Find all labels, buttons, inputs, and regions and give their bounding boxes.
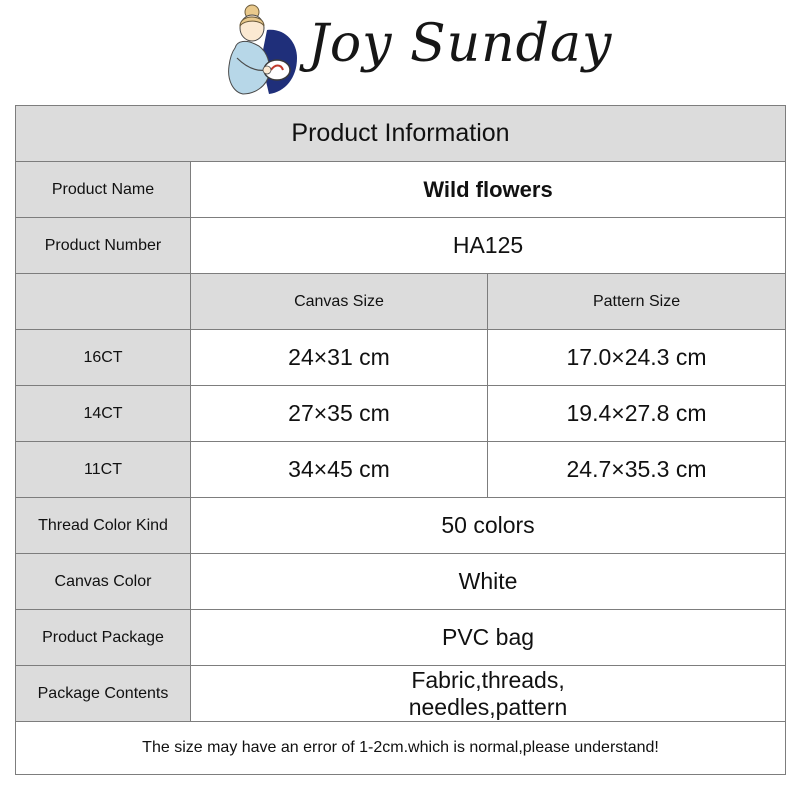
canvas-color-row — [16, 554, 786, 610]
canvas-size-header: Canvas Size — [191, 274, 488, 330]
product-package-label: Product Package — [16, 610, 191, 666]
stitch-count-label: 11CT — [16, 442, 191, 498]
note-row — [16, 722, 786, 775]
product-number-label: Product Number — [16, 218, 191, 274]
stitch-count-label: 16CT — [16, 330, 191, 386]
product-package-value: PVC bag — [191, 610, 786, 666]
package-contents-row — [16, 666, 786, 722]
product-name-row — [16, 162, 786, 218]
size-row-11ct — [16, 442, 786, 498]
brand-logo — [215, 0, 615, 100]
table-title: Product Information — [16, 106, 786, 162]
stitch-count-label: 14CT — [16, 386, 191, 442]
size-header-blank — [16, 274, 191, 330]
pattern-size-value: 17.0×24.3 cm — [488, 330, 786, 386]
package-contents-label: Package Contents — [16, 666, 191, 722]
product-name-value: Wild flowers — [191, 162, 786, 218]
pattern-size-value: 19.4×27.8 cm — [488, 386, 786, 442]
package-contents-value — [191, 666, 786, 722]
product-name-label: Product Name — [16, 162, 191, 218]
thread-color-label: Thread Color Kind — [16, 498, 191, 554]
canvas-size-value: 34×45 cm — [191, 442, 488, 498]
size-row-14ct — [16, 386, 786, 442]
thread-color-row — [16, 498, 786, 554]
size-error-note: The size may have an error of 1-2cm.which is normal,please understand! — [16, 722, 786, 775]
embroidering-woman-icon — [215, 0, 305, 100]
table-title-row — [16, 106, 786, 162]
product-package-row — [16, 610, 786, 666]
pattern-size-value: 24.7×35.3 cm — [488, 442, 786, 498]
size-row-16ct — [16, 330, 786, 386]
size-header-row — [16, 274, 786, 330]
brand-name: Joy Sunday — [308, 14, 613, 74]
thread-color-value: 50 colors — [191, 498, 786, 554]
product-info-table — [15, 105, 786, 775]
canvas-size-value: 27×35 cm — [191, 386, 488, 442]
canvas-size-value: 24×31 cm — [191, 330, 488, 386]
package-contents-line-1: Fabric,threads, — [411, 666, 565, 693]
product-number-value: HA125 — [191, 218, 786, 274]
package-contents-line-2: needles,pattern — [408, 693, 568, 720]
product-number-row — [16, 218, 786, 274]
canvas-color-label: Canvas Color — [16, 554, 191, 610]
pattern-size-header: Pattern Size — [488, 274, 786, 330]
canvas-color-value: White — [191, 554, 786, 610]
